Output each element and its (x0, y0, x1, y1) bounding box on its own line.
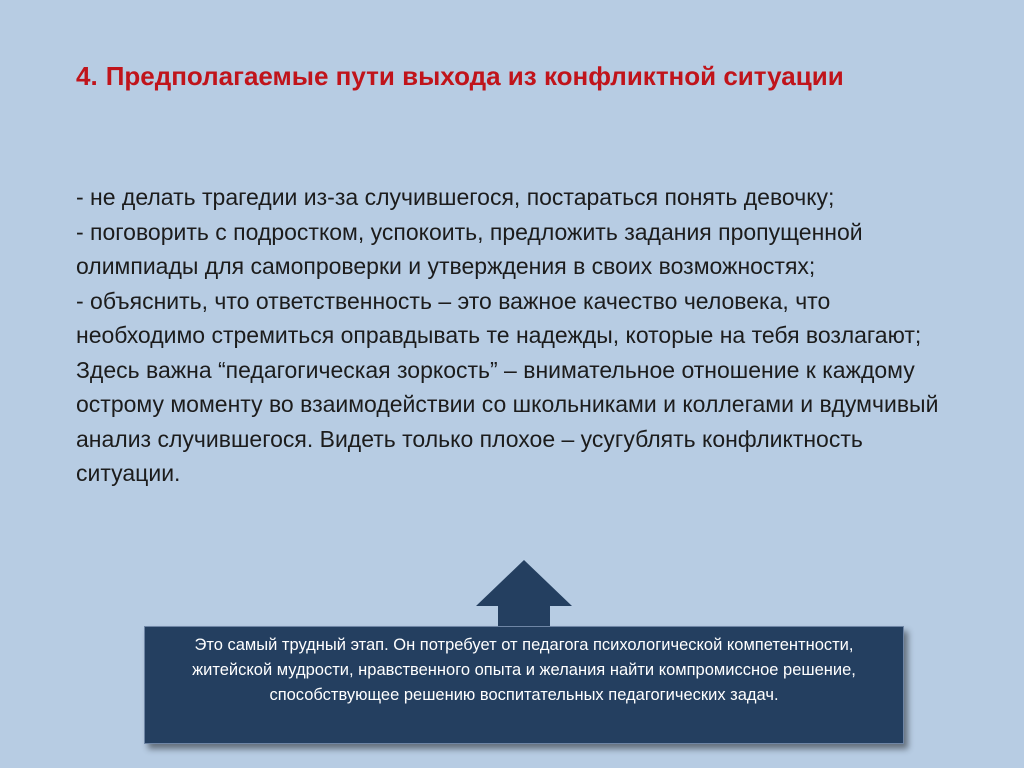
callout-box (144, 626, 904, 744)
slide-title (76, 58, 936, 95)
title-number: 4. (76, 61, 98, 91)
body-conclusion: Здесь важна “педагогическая зоркость” – внимательное отношение к каждому острому моменту во взаимодействии со школьниками и коллегами и вдумчивый анализ случившегося. Видеть только плохое – усугублять конфликтность ситуации. (76, 356, 939, 486)
body-item-1: - не делать трагедии из-за случившегося, постараться понять девочку; (76, 184, 835, 210)
title-text: Предполагаемые пути выхода из конфликтной ситуации (105, 61, 844, 91)
slide-body (76, 180, 946, 491)
body-item-3: - объяснить, что ответственность – это важное качество человека, что необходимо стремиться оправдывать те надежды, которые на тебя возлагают; (76, 287, 922, 348)
callout-text: Это самый трудный этап. Он потребует от педагога психологической компетентности, житейской мудрости, нравственного опыта и желания найти компромиссное решение, способствующее решению воспитательных педагогических задач. (192, 636, 856, 704)
up-arrow-icon (474, 560, 574, 628)
body-item-2: - поговорить с подростком, успокоить, предложить задания пропущенной олимпиады для самопроверки и утверждения в своих возможностях; (76, 218, 863, 279)
